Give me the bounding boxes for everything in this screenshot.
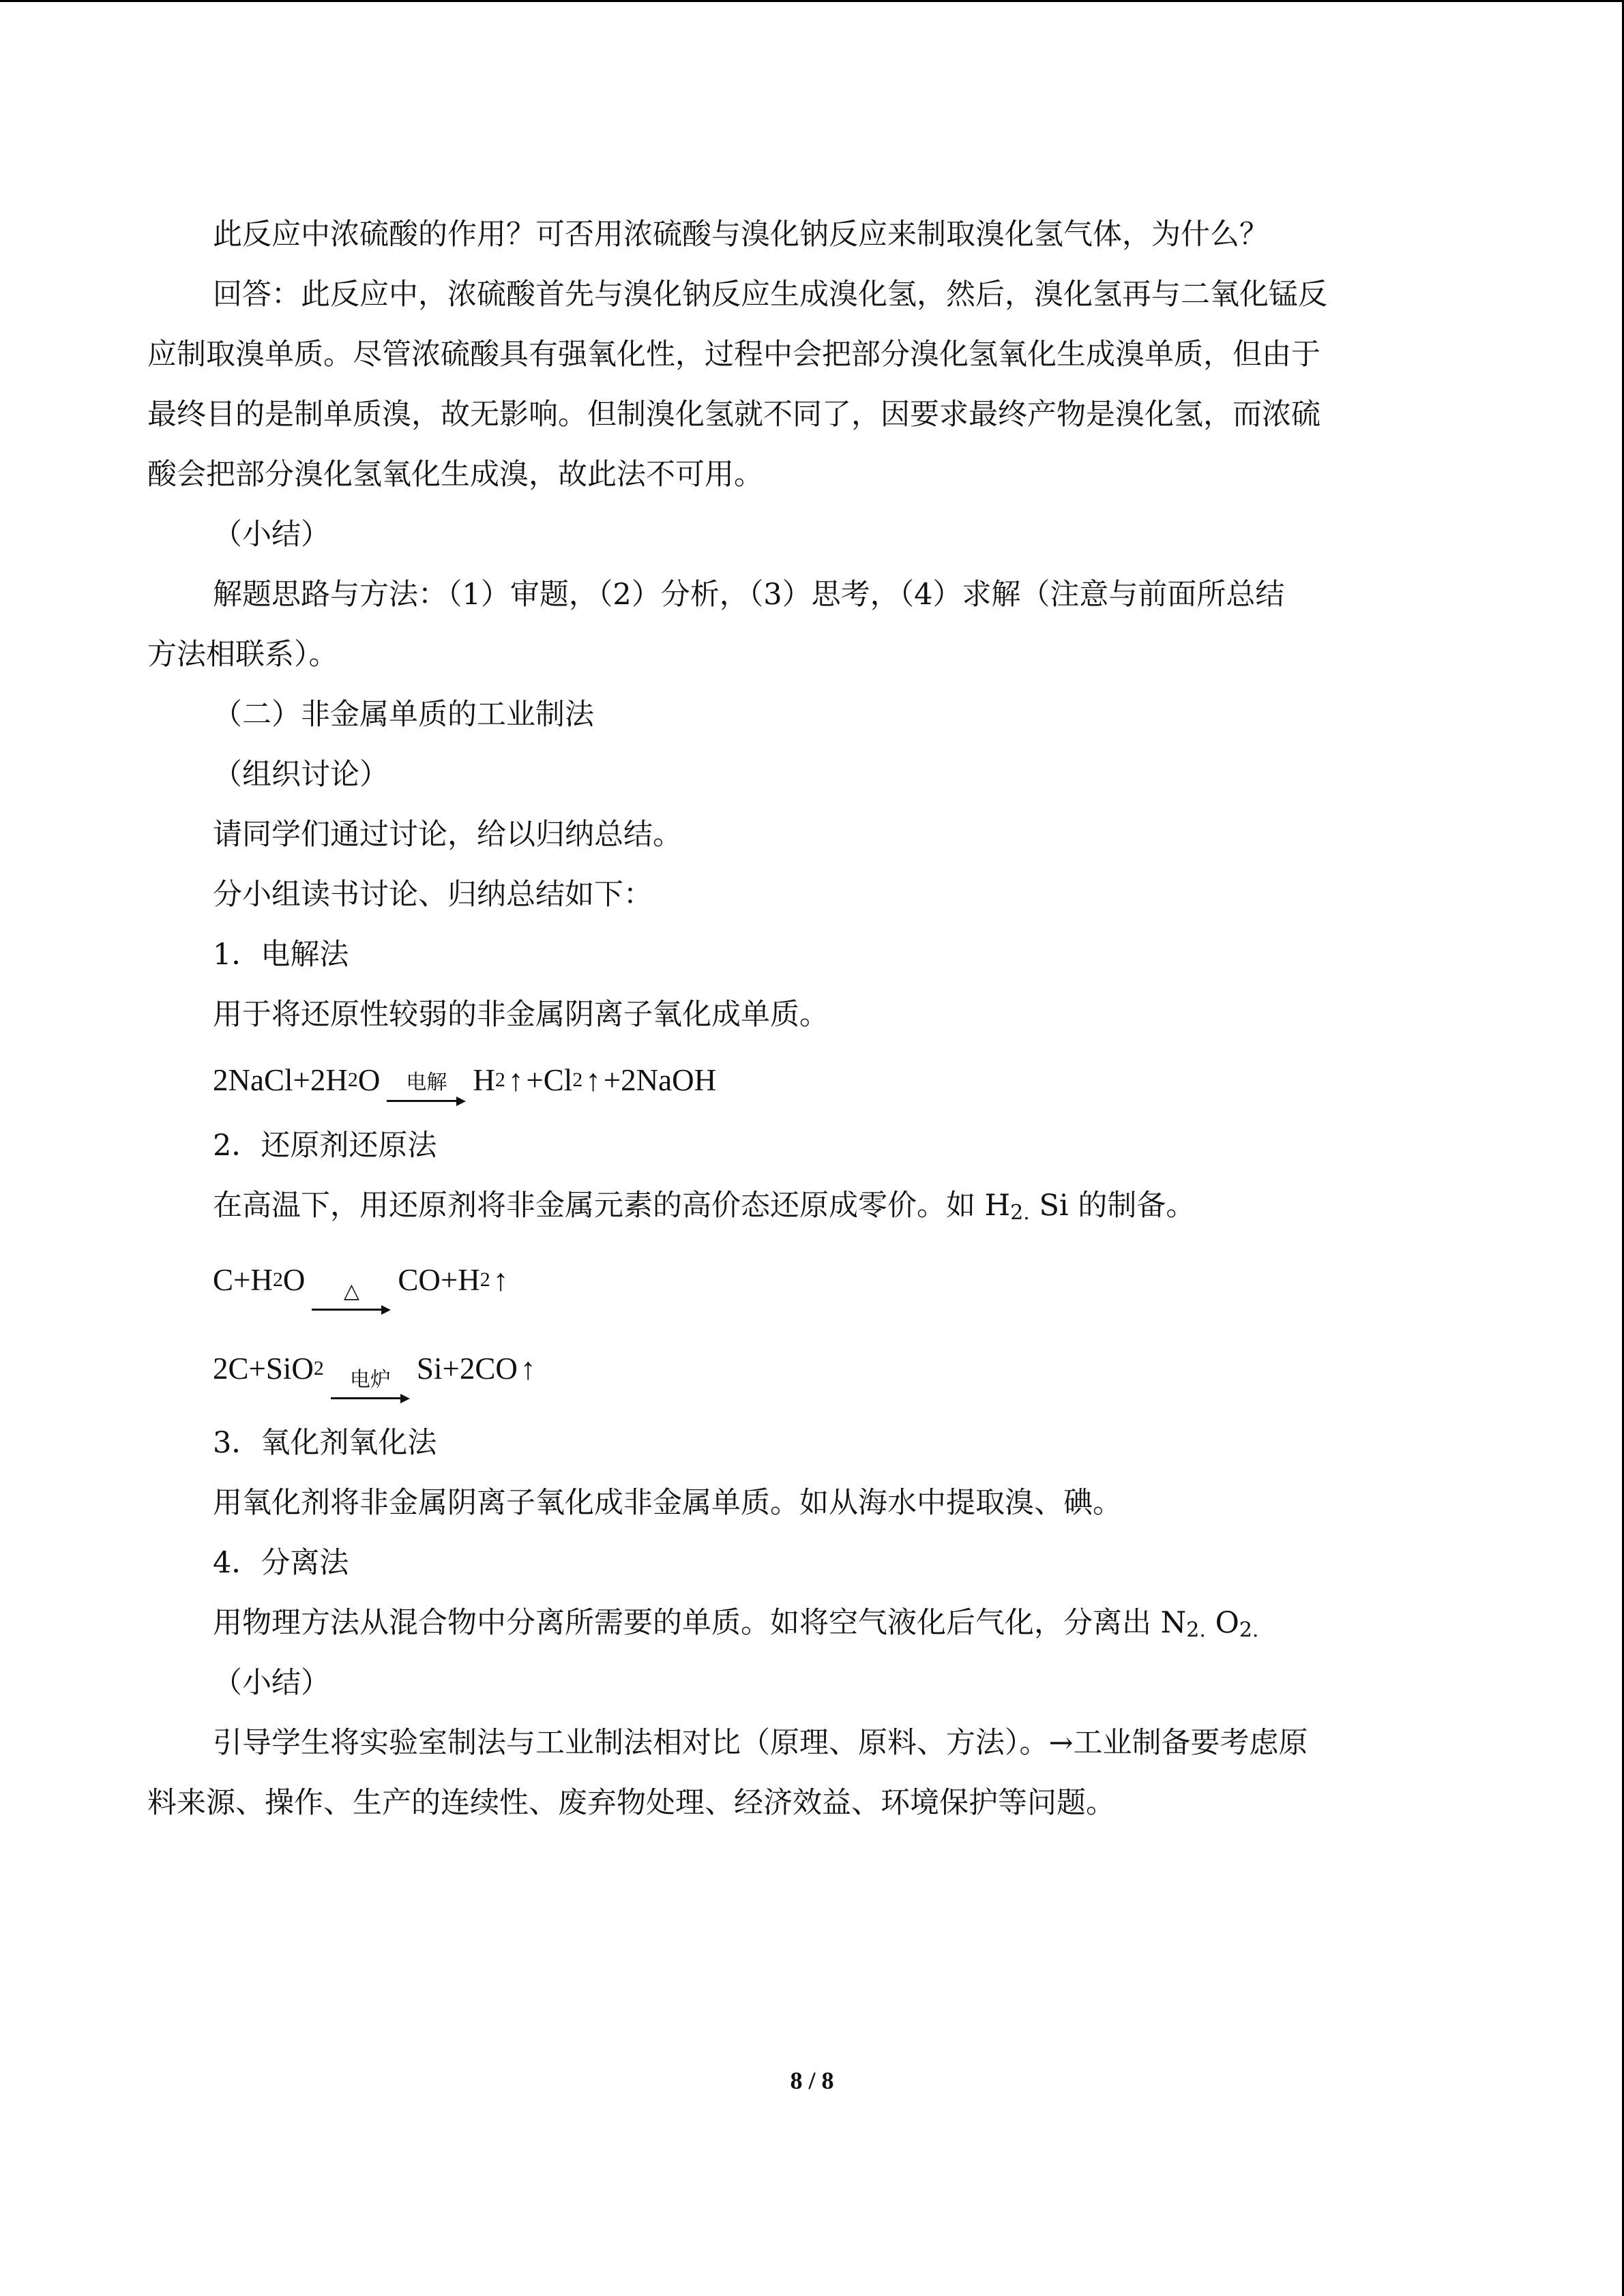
answer-line-3: 最终目的是制单质溴，故无影响。但制溴化氢就不同了，因要求最终产物是溴化氢，而浓硫 xyxy=(147,398,1320,432)
item-reduction: 2．还原剂还原法 xyxy=(213,1129,437,1163)
heat-condition-icon: △ xyxy=(343,1279,359,1303)
electrolysis-desc: 用于将还原性较弱的非金属阴离子氧化成单质。 xyxy=(213,998,829,1032)
summary-heading: （小结） xyxy=(213,518,330,552)
reaction-condition: 电解 xyxy=(406,1071,447,1094)
discussion-intro: 分小组读书讨论、归纳总结如下： xyxy=(213,878,653,912)
gas-up-arrow-icon: ↑ xyxy=(507,1063,524,1097)
answer-line-1: 回答：此反应中，浓硫酸首先与溴化钠反应生成溴化氢，然后，溴化氢再与二氧化锰反 xyxy=(213,278,1327,312)
question-line: 此反应中浓硫酸的作用？可否用浓硫酸与溴化钠反应来制取溴化氢气体，为什么？ xyxy=(213,218,1269,252)
item-separation: 4．分离法 xyxy=(213,1546,349,1580)
conclusion-line-1: 引导学生将实验室制法与工业制法相对比（原理、原料、方法）。→工业制备要考虑原 xyxy=(213,1726,1308,1760)
summary-heading-2: （小结） xyxy=(213,1666,330,1700)
document-body xyxy=(147,205,1457,1833)
equation-electrolysis: 2NaCl+2H 2 O 电解 H 2 ↑ +Cl 2 ↑ +2NaOH xyxy=(147,1045,1457,1116)
method-line-1: 解题思路与方法：（1）审题，（2）分析，（3）思考，（4）求解（注意与前面所总结 xyxy=(213,578,1285,612)
answer-line-4: 酸会把部分溴化氢氧化生成溴，故此法不可用。 xyxy=(147,458,763,492)
answer-line-2: 应制取溴单质。尽管浓硫酸具有强氧化性，过程中会把部分溴化氢氧化生成溴单质，但由于 xyxy=(147,338,1320,372)
page-top-border xyxy=(0,0,1624,2)
reaction-arrow xyxy=(331,1368,410,1413)
reaction-arrow xyxy=(387,1071,466,1116)
gas-up-arrow-icon: ↑ xyxy=(520,1352,536,1386)
item-oxidation: 3．氧化剂氧化法 xyxy=(213,1426,437,1460)
item-electrolysis: 1．电解法 xyxy=(213,938,349,972)
method-line-2: 方法相联系）。 xyxy=(147,638,338,672)
section-heading: （二）非金属单质的工业制法 xyxy=(213,698,594,732)
gas-up-arrow-icon: ↑ xyxy=(492,1263,509,1297)
gas-up-arrow-icon: ↑ xyxy=(585,1063,601,1097)
discussion-prompt: 请同学们通过讨论，给以归纳总结。 xyxy=(213,818,682,852)
equation-water-gas: C+H 2 O △ CO+H 2 ↑ xyxy=(147,1236,1457,1324)
reaction-condition: 电炉 xyxy=(349,1368,391,1392)
conclusion-line-2: 料来源、操作、生产的连续性、废弃物处理、经济效益、环境保护等问题。 xyxy=(147,1786,1115,1820)
reduction-desc: 在高温下，用还原剂将非金属元素的高价态还原成零价。如 $H_{2.}$ Si 的制备。 xyxy=(213,1189,1196,1225)
reaction-arrow xyxy=(312,1279,391,1324)
oxidation-desc: 用氧化剂将非金属阴离子氧化成非金属单质。如从海水中提取溴、碘。 xyxy=(213,1486,1122,1520)
discussion-heading: （组织讨论） xyxy=(213,758,389,792)
page-number: 8 / 8 xyxy=(790,2067,834,2094)
separation-desc: 用物理方法从混合物中分离所需要的单质。如将空气液化后气化，分离出 $N_{2.}$ $O_{2.}$ xyxy=(213,1606,1259,1642)
equation-silicon: 2C+SiO 2 电炉 Si+2CO ↑ xyxy=(147,1324,1457,1413)
